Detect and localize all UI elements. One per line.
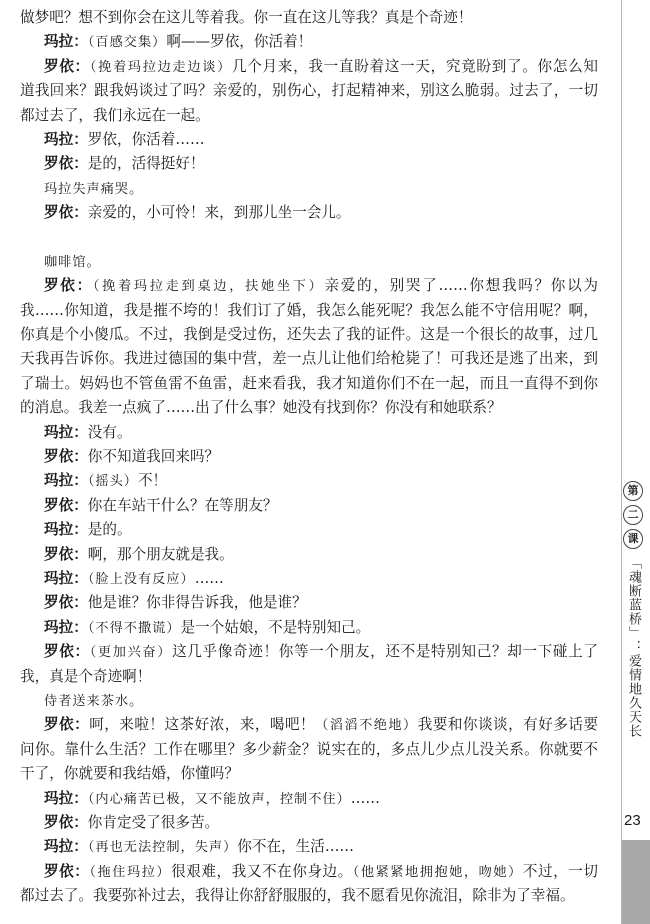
- dialogue-text-run: 你肯定受了很多苦。: [87, 813, 220, 831]
- stage-direction: （滔滔不绝地）: [315, 718, 418, 734]
- text-line: [20, 567, 598, 591]
- dialogue-text-run: 我……你知道，我是摧不垮的！我们订了婚，我怎么能死呢？我怎么能不守信用呢？啊，: [20, 301, 598, 319]
- text-line: [20, 128, 598, 152]
- stage-direction: （内心痛苦已极，又不能放声，控制不住）: [87, 791, 351, 807]
- page-edge-tab: [622, 840, 650, 924]
- stage-direction: （不得不撒谎）: [87, 620, 181, 636]
- text-line: [20, 6, 598, 30]
- text-line: [20, 518, 598, 542]
- stage-direction: （摇头）: [87, 474, 138, 490]
- dialogue-text-run: 这几乎像奇迹！你等一个朋友，还不是特别知己？却一下碰上了: [172, 643, 598, 661]
- text-line: [20, 713, 598, 737]
- speaker-name: 罗依：: [44, 277, 93, 295]
- text-line: [20, 421, 598, 445]
- text-line: [20, 689, 598, 713]
- speaker-name: 玛拉：: [44, 33, 88, 51]
- dialogue-text-run: 不！: [137, 472, 168, 490]
- stage-direction: （更加兴奋）: [89, 645, 173, 661]
- dialogue-text-run: 呵，来啦！这茶好浓，来，喝吧！: [89, 716, 316, 734]
- dialogue-text-run: 罗依，你活着……: [87, 130, 205, 148]
- text-line: [20, 811, 598, 835]
- dialogue-text-run: 不过，一切: [522, 862, 598, 880]
- text-line: [20, 274, 598, 298]
- dialogue-text-run: 都过去了。我要弥补过去，我得让你舒舒服服的，我不愿看见你流泪，除非为了幸福。: [20, 887, 575, 905]
- stage-direction: 咖啡馆。: [44, 254, 101, 270]
- speaker-name: 罗依：: [44, 643, 90, 661]
- dialogue-text-run: 没有。: [87, 423, 132, 441]
- text-line: [20, 762, 598, 786]
- lesson-char-di: 第: [623, 481, 643, 501]
- text-line: [20, 835, 598, 859]
- text-line: [20, 299, 598, 323]
- text-line: [20, 30, 598, 54]
- text-line: [20, 396, 598, 420]
- dialogue-text-run: ……: [350, 789, 380, 807]
- dialogue-text-run: 亲爱的，小可怜！来，到那儿坐一会儿。: [87, 204, 351, 222]
- dialogue-text-run: 天我再告诉你。我进过德国的集中营，差一点儿让他们给枪毙了！可我还是逃了出来，到: [20, 350, 598, 368]
- dialogue-text-run: 做梦吧？想不到你会在这儿等着我。你一直在这儿等我？真是个奇迹！: [20, 9, 473, 26]
- text-line: [20, 591, 598, 615]
- dialogue-text-run: 干了，你就要和我结婚，你懂吗？: [20, 765, 239, 783]
- speaker-name: 罗依：: [44, 448, 88, 466]
- text-line: [20, 323, 598, 347]
- stage-direction: （挽着玛拉走到桌边，扶她坐下）: [92, 279, 325, 295]
- text-line: [20, 250, 598, 274]
- text-line: [20, 55, 598, 79]
- blank-line: [20, 226, 598, 250]
- text-line: [20, 884, 598, 908]
- text-line: [20, 177, 598, 201]
- dialogue-text-run: 我，真是个奇迹啊！: [20, 667, 152, 685]
- stage-direction: （他紧紧地拥抱她，吻她）: [352, 864, 523, 880]
- stage-direction: （挽着玛拉边走边谈）: [89, 59, 232, 75]
- dialogue-text-run: 啊——罗依，你活着！: [166, 33, 313, 51]
- text-line: [20, 640, 598, 664]
- dialogue-text-run: 都过去了，我们永远在一起。: [20, 106, 210, 124]
- speaker-name: 玛拉：: [44, 521, 88, 539]
- speaker-name: 罗依：: [44, 204, 88, 222]
- text-line: [20, 152, 598, 176]
- dialogue-text-run: 问你。靠什么生活？工作在哪里？多少薪金？说实在的，多点儿少点儿没关系。你就要不: [20, 740, 598, 758]
- lesson-title: 「魂断蓝桥」：爱情地久天长: [626, 556, 641, 738]
- speaker-name: 罗依：: [44, 862, 90, 880]
- speaker-name: 玛拉：: [44, 789, 88, 807]
- stage-direction: （再也无法控制，失声）: [87, 840, 238, 856]
- speaker-name: 罗依：: [44, 594, 88, 612]
- stage-direction: （百感交集）: [87, 35, 167, 51]
- speaker-name: 罗依：: [44, 716, 90, 734]
- text-line: [20, 665, 598, 689]
- speaker-name: 罗依：: [44, 545, 88, 563]
- lesson-char-er: 二: [623, 505, 643, 525]
- dialogue-text-run: 是一个姑娘，不是特别知己。: [180, 618, 371, 636]
- speaker-name: 玛拉：: [44, 838, 88, 856]
- stage-direction: （拖住玛拉）: [89, 864, 172, 880]
- dialogue-text-run: 了瑞士。妈妈也不管鱼雷不鱼雷，赶来看我，我才知道你们不在一起，而且一直得不到你: [20, 374, 598, 392]
- dialogue-text-run: 你在车站干什么？在等朋友？: [87, 496, 278, 514]
- dialogue-text-run: ……: [194, 569, 224, 587]
- text-line: [20, 79, 598, 103]
- speaker-name: 罗依：: [44, 813, 88, 831]
- speaker-name: 玛拉：: [44, 618, 88, 636]
- dialogue-text-run: 你不知道我回来吗？: [87, 448, 220, 466]
- dialogue-text-run: 亲爱的，别哭了……你想我吗？你以为: [324, 277, 598, 295]
- text-line: [20, 860, 598, 884]
- dialogue-text-run: 他是谁？你非得告诉我，他是谁？: [87, 594, 307, 612]
- dialogue-text-run: 几个月来，我一直盼着这一天，究竟盼到了。你怎么知: [231, 57, 598, 75]
- lesson-char-ke: 课: [623, 529, 643, 549]
- speaker-name: 罗依：: [44, 57, 90, 75]
- text-line: [20, 616, 598, 640]
- dialogue-text-run: 你真是个小傻瓜。不过，我倒是受过伤，还失去了我的证件。这是一个很长的故事，过几: [20, 326, 598, 344]
- speaker-name: 玛拉：: [44, 130, 88, 148]
- speaker-name: 罗依：: [44, 155, 88, 173]
- text-line: [20, 738, 598, 762]
- speaker-name: 玛拉：: [44, 569, 88, 587]
- text-line: [20, 543, 598, 567]
- text-line: [20, 787, 598, 811]
- dialogue-text-run: 我要和你谈谈，有好多话要: [417, 716, 598, 734]
- dialogue-text-run: 很艰难，我又不在你身边。: [171, 862, 353, 880]
- dialogue-text-run: 道我回来？跟我妈谈过了吗？亲爱的，别伤心，打起精神来，别这么脆弱。过去了，一切: [20, 82, 598, 100]
- speaker-name: 玛拉：: [44, 423, 88, 441]
- speaker-name: 罗依：: [44, 496, 88, 514]
- dialogue-text-run: 你不在，生活……: [237, 838, 355, 856]
- dialogue-text-run: 是的，活得挺好！: [87, 155, 205, 173]
- text-line: [20, 469, 598, 493]
- dialogue-text-run: 啊，那个朋友就是我。: [87, 545, 234, 563]
- text-line: [20, 445, 598, 469]
- speaker-name: 玛拉：: [44, 472, 88, 490]
- text-line: [20, 104, 598, 128]
- margin-divider: [621, 0, 622, 924]
- dialogue-text-run: 的消息。我差一点疯了……出了什么事？她没有找到你？你没有和她联系？: [20, 399, 502, 417]
- stage-direction: 玛拉失声痛哭。: [44, 181, 144, 197]
- text-line: [20, 372, 598, 396]
- page-number: 23: [624, 812, 641, 829]
- text-line: [20, 494, 598, 518]
- stage-direction: 侍者送来茶水。: [44, 693, 144, 709]
- text-line: [20, 201, 598, 225]
- dialogue-text: [20, 6, 598, 908]
- stage-direction: （脸上没有反应）: [87, 571, 195, 587]
- text-line: [20, 347, 598, 371]
- dialogue-text-run: 是的。: [87, 521, 132, 539]
